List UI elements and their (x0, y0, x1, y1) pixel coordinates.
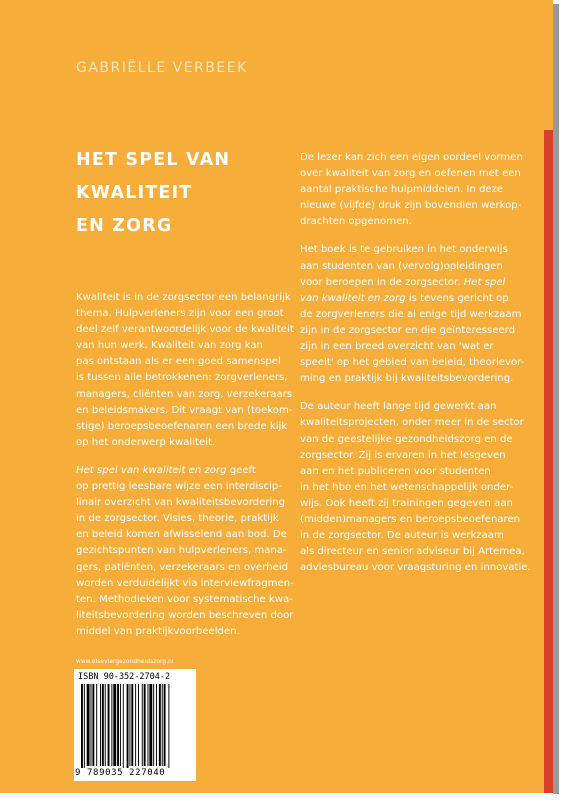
text-line: Kwaliteit is in de zorgsector een belangrijk (76, 292, 291, 303)
title-line: HET SPEL VAN (76, 150, 231, 170)
text-line: gezichtspunten van hulpverleners, mana- (76, 545, 287, 557)
text-line: (midden)managers en beroepsbeoefenaren (300, 513, 521, 525)
text-line: worden verduidelijkt via interviewfragmen- (76, 577, 294, 589)
author-name: GABRIËLLE VERBEEK (76, 60, 248, 76)
blurb-paragraph-1 (76, 290, 294, 451)
text-line: speelt' op het gebied van beleid, theorievor- (300, 357, 525, 369)
text-line: en beleidsmakers. Dit vraagt van (toekom- (76, 404, 293, 416)
text-line: deel zelf verantwoordelijk voor de kwaliteit (76, 324, 294, 336)
text-fragment: voor beroepen in de zorgsector. (300, 276, 464, 288)
text-line: zorgsector. Zij is ervaren in het lesgeven (300, 449, 506, 461)
title-line: KWALITEIT (76, 183, 193, 203)
text-line: ming en praktijk bij kwaliteitsbevordering. (300, 373, 514, 385)
isbn-label: ISBN 90-352-2704-2 (78, 672, 171, 682)
text-line: in de zorgsector. De auteur is werkzaam (300, 530, 504, 542)
text-line: De lezer kan zich een eigen oordeel vormen (300, 152, 523, 163)
text-line: middel van praktijkvoorbeelden. (76, 625, 240, 637)
text-line: wijs. Ook heeft zij trainingen gegeven aan (300, 497, 513, 509)
book-title (76, 144, 266, 243)
text-line: aan studenten van (vervolg)opleidingen (300, 260, 503, 272)
text-line (300, 291, 531, 307)
red-side-band (544, 130, 553, 793)
text-line: op het onderwerp kwaliteit. (76, 436, 216, 448)
title-line: EN ZORG (76, 216, 173, 236)
text-line: kwaliteitsprojecten, onder meer in de sector (300, 417, 524, 429)
text-line (76, 463, 294, 479)
text-line: in het hbo en het wetenschappelijk onder- (300, 481, 514, 493)
text-line: De auteur heeft lange tijd gewerkt aan (300, 401, 497, 413)
blurb-paragraph-3 (300, 150, 531, 230)
page-edge-shadow (553, 4, 559, 794)
publisher-url: www.elseviergezondheidszorg.nl (76, 659, 174, 665)
text-line: adviesbureau voor vraagsturing en innovatie. (300, 562, 531, 574)
text-line: stige) beroepsbeoefenaren een brede kijk (76, 420, 288, 432)
barcode-number: 9 789035 227040 (75, 768, 195, 778)
text-line: thema. Hulpverleners zijn voor een groot (76, 308, 284, 320)
text-line: zijn in een breed overzicht van 'wat er (300, 341, 494, 353)
text-fragment: geeft (226, 464, 256, 476)
text-line: aantal praktische hulpmiddelen. In deze (300, 184, 504, 196)
text-line: in de zorgsector. Visies, theorie, praktijk (76, 513, 279, 525)
text-line: en beleid komen afwisselend aan bod. De (76, 529, 287, 541)
text-line: zijn in de zorgsector en die geïnteresseerd (300, 324, 515, 336)
text-line: aan en het publiceren voor studenten (300, 465, 491, 477)
barcode-icon (81, 684, 189, 770)
text-fragment: is tevens gericht op (405, 292, 509, 304)
text-line: over kwaliteit van zorg en oefenen met een (300, 168, 521, 180)
book-title-italic: van kwaliteit en zorg (300, 292, 406, 304)
author-bio (300, 399, 531, 576)
left-column (76, 290, 294, 652)
text-line: nieuwe (vijfde) druk zijn bovendien werkop- (300, 200, 522, 212)
text-line: als directeur en senior adviseur bij Artemea, (300, 546, 525, 558)
barcode-panel (74, 669, 196, 781)
text-line: pas ontstaan als er een goed samenspel (76, 356, 281, 368)
book-title-italic: Het spel (463, 276, 506, 288)
right-column (300, 150, 531, 588)
text-line: van de geestelijke gezondheidszorg en de (300, 433, 513, 445)
text-line: gers, patiënten, verzekeraars en overheid (76, 561, 289, 573)
book-title-italic: Het spel van kwaliteit en zorg (76, 464, 227, 476)
blurb-paragraph-4 (300, 242, 531, 387)
text-line: Het boek is te gebruiken in het onderwijs (300, 244, 508, 256)
text-line (300, 275, 531, 291)
text-line: linair overzicht van kwaliteitsbevordering (76, 497, 286, 509)
text-line: managers, cliënten van zorg, verzekeraars (76, 388, 293, 400)
text-line: de zorgverleners die al enige tijd werkzaam (300, 308, 522, 320)
blurb-paragraph-2 (76, 463, 294, 640)
text-line: is tussen alle betrokkenen: zorgverleners, (76, 372, 288, 384)
text-line: ten. Methodieken voor systematische kwa- (76, 593, 293, 605)
text-line: drachten opgenomen. (300, 216, 412, 228)
text-line: op prettig leesbare wijze een interdiscip- (76, 481, 282, 493)
text-line: liteitsbevordering worden beschreven door (76, 609, 294, 621)
text-line: van hun werk. Kwaliteit van zorg kan (76, 340, 263, 352)
